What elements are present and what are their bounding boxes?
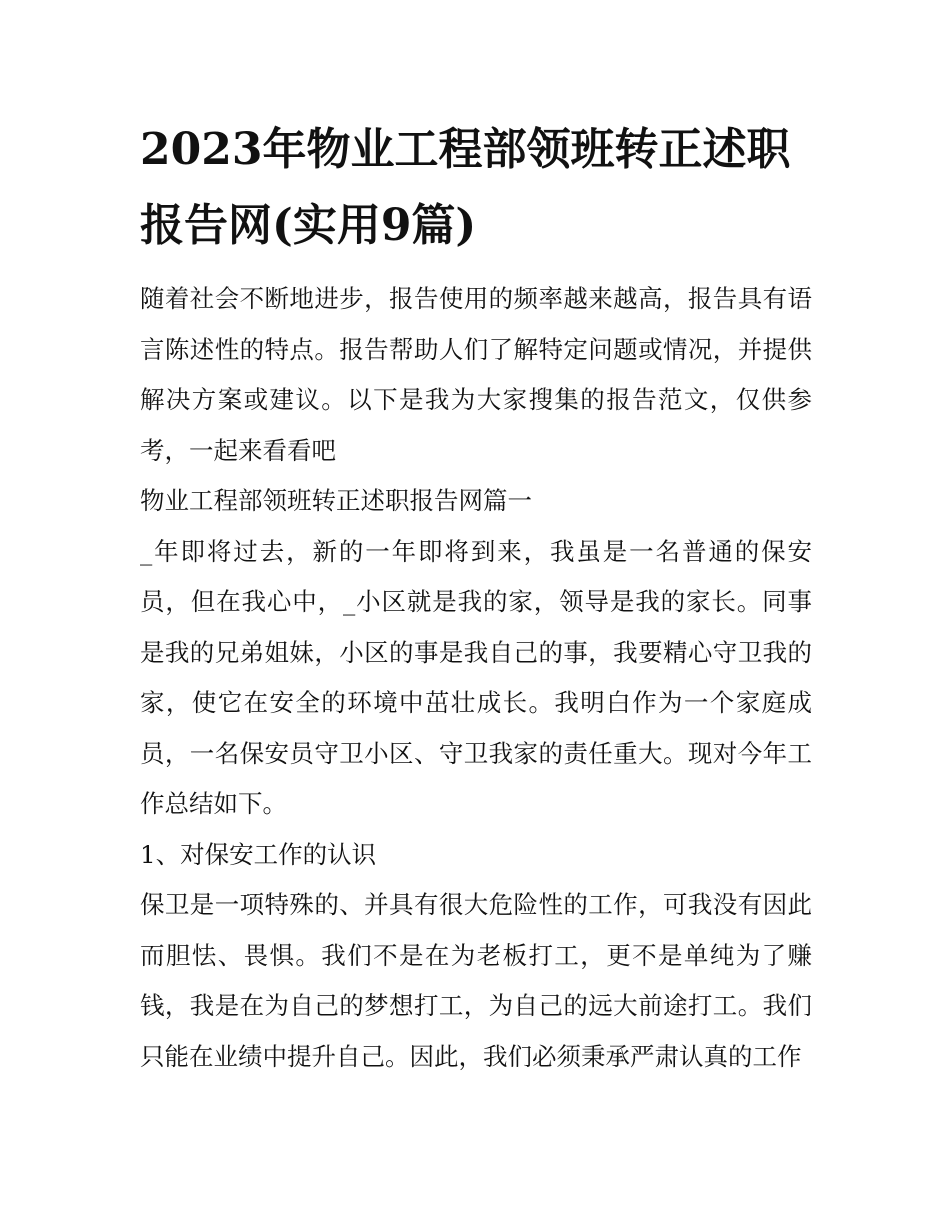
body-paragraph-1: _年即将过去，新的一年即将到来，我虽是一名普通的保安员，但在我心中，_小区就是我的家，领导是我的家长。同事是我的兄弟姐妹，小区的事是我自己的事，我要精心守卫我的家，使它在安全的环境中茁壮成长。我明白作为一个家庭成员，一名保安员守卫小区、守卫我家的责任重大。现对今年工作总结如下。 (140, 536, 812, 818)
section-heading-1: 物业工程部领班转正述职报告网篇一 (140, 486, 532, 515)
intro-paragraph: 随着社会不断地进步，报告使用的频率越来越高，报告具有语言陈述性的特点。报告帮助人们了解特定问题或情况，并提供解决方案或建议。以下是我为大家搜集的报告范文，仅供参考，一起来看看吧 (140, 284, 812, 465)
body-paragraph-2: 保卫是一项特殊的、并具有很大危险性的工作，可我没有因此而胆怯、畏惧。我们不是在为老板打工，更不是单纯为了赚钱，我是在为自己的梦想打工，为自己的远大前途打工。我们只能在业绩中提升自己。因此，我们必须秉承严肃认真的工作 (140, 890, 812, 1071)
subheading-1: 1、对保安工作的认识 (140, 839, 377, 869)
document-page (140, 112, 812, 1082)
document-title: 2023年物业工程部领班转正述职报告网(实用9篇) (140, 124, 791, 251)
